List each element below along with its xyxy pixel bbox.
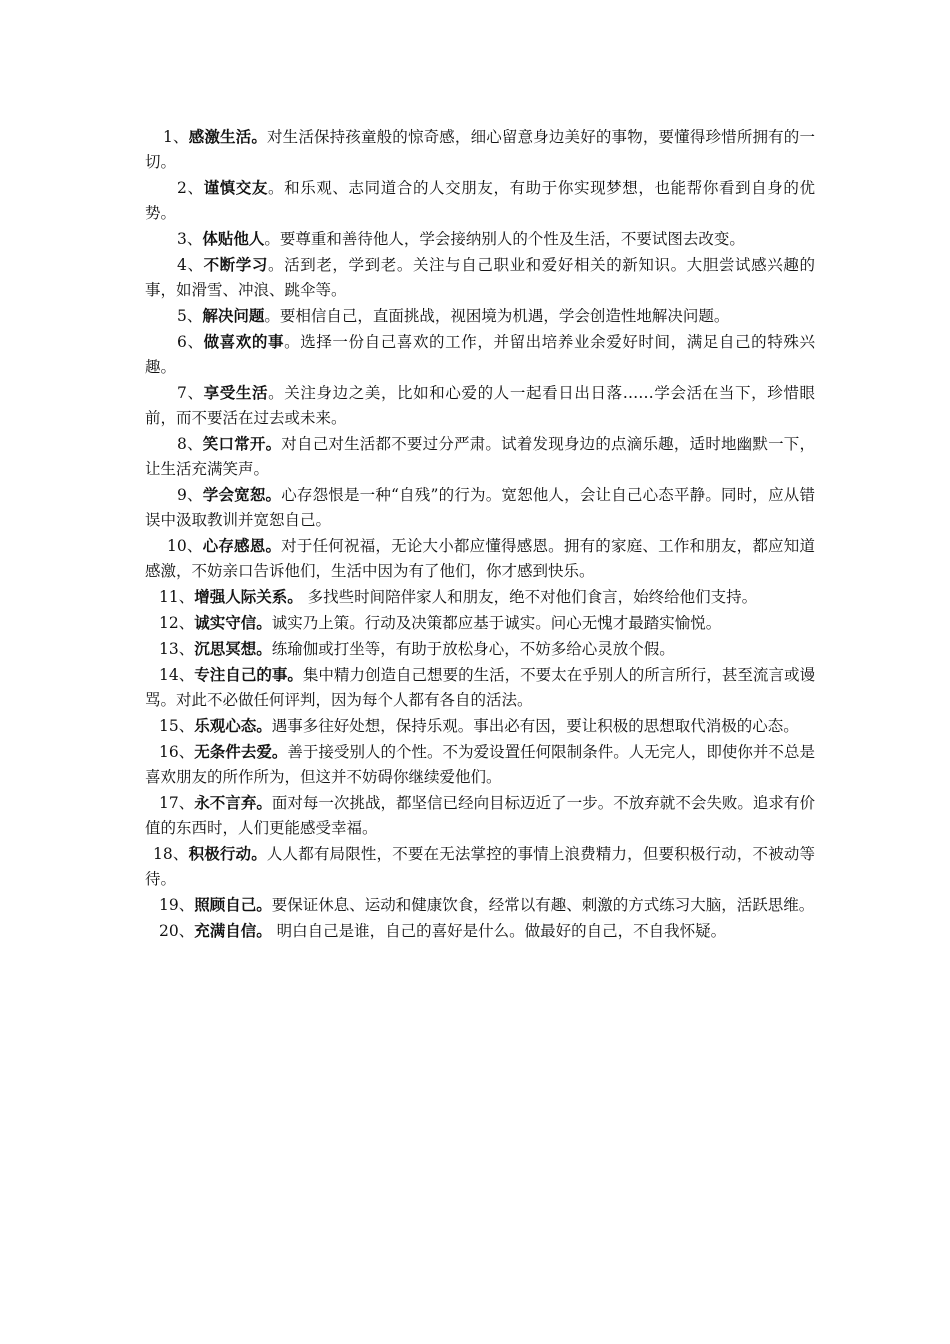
item-title: 无条件去爱。	[194, 742, 288, 761]
item-text: 明白自己是谁，自己的喜好是什么。做最好的自己，不自我怀疑。	[271, 922, 727, 940]
item-title: 做喜欢的事	[203, 332, 285, 351]
item-text: 。关注身边之美，比如和心爱的人一起看日出日落……学会活在当下，珍惜眼前，而不要活在过去或未来。	[145, 384, 815, 427]
item-text: 要保证休息、运动和健康饮食，经常以有趣、刺激的方式练习大脑，活跃思维。	[271, 896, 815, 914]
item-number: 3、	[177, 230, 203, 248]
list-item	[145, 533, 815, 584]
item-number: 8、	[177, 435, 203, 453]
item-title: 谨慎交友	[203, 178, 268, 197]
item-number: 19、	[159, 896, 195, 914]
item-text: 。要尊重和善待他人，学会接纳别人的个性及生活，不要试图去改变。	[264, 230, 745, 248]
item-title: 笑口常开。	[202, 434, 282, 453]
item-text: 。要相信自己，直面挑战，视困境为机遇，学会创造性地解决问题。	[264, 307, 730, 325]
item-text: 对生活保持孩童般的惊奇感，细心留意身边美好的事物，要懂得珍惜所拥有的一切。	[145, 128, 815, 171]
item-title: 积极行动。	[188, 844, 267, 863]
item-number: 10、	[167, 537, 203, 555]
document-body	[145, 124, 815, 944]
item-number: 12、	[159, 614, 195, 632]
list-item	[145, 252, 815, 303]
list-item	[145, 124, 815, 175]
item-text: 遇事多往好处想，保持乐观。事出必有因，要让积极的思想取代消极的心态。	[271, 717, 799, 735]
item-text: 诚实乃上策。行动及决策都应基于诚实。问心无愧才最踏实愉悦。	[271, 614, 722, 632]
list-item	[145, 918, 815, 944]
item-title: 享受生活	[203, 383, 269, 402]
item-number: 4、	[177, 256, 204, 274]
item-title: 诚实守信。	[194, 613, 272, 632]
item-number: 17、	[159, 794, 195, 812]
item-text: 对自己对生活都不要过分严肃。试着发现身边的点滴乐趣，适时地幽默一下，让生活充满笑声。	[145, 435, 815, 478]
item-text: 心存怨恨是一种“自残”的行为。宽恕他人，会让自己心态平静。同时，应从错误中汲取教训并宽恕自己。	[145, 486, 815, 529]
list-item	[145, 841, 815, 892]
item-title: 学会宽恕。	[202, 485, 282, 504]
item-text: 练瑜伽或打坐等，有助于放松身心，不妨多给心灵放个假。	[271, 640, 675, 658]
list-item	[145, 790, 815, 841]
item-text: 面对每一次挑战，都坚信已经向目标迈近了一步。不放弃就不会失败。追求有价值的东西时，人们更能感受幸福。	[145, 794, 815, 837]
item-text: 人人都有局限性，不要在无法掌控的事情上浪费精力，但要积极行动，不被动等待。	[145, 845, 815, 888]
item-title: 心存感恩。	[202, 536, 282, 555]
item-title: 乐观心态。	[194, 716, 272, 735]
item-title: 解决问题	[202, 306, 265, 325]
list-item	[145, 610, 815, 636]
list-item	[145, 739, 815, 790]
list-item	[145, 329, 815, 380]
list-item	[145, 636, 815, 662]
list-item	[145, 226, 815, 252]
item-text: 。活到老，学到老。关注与自己职业和爱好相关的新知识。大胆尝试感兴趣的事，如滑雪、冲浪、跳伞等。	[145, 256, 815, 299]
item-text: 对于任何祝福，无论大小都应懂得感恩。拥有的家庭、工作和朋友，都应知道感激，不妨亲口告诉他们，生活中因为有了他们，你才感到快乐。	[145, 537, 815, 580]
list-item	[145, 380, 815, 431]
list-item	[145, 662, 815, 713]
item-number: 5、	[177, 307, 203, 325]
item-number: 20、	[159, 922, 195, 940]
list-item	[145, 584, 815, 610]
list-item	[145, 431, 815, 482]
item-number: 7、	[177, 384, 204, 402]
item-number: 15、	[159, 717, 195, 735]
item-number: 16、	[159, 743, 195, 761]
list-item	[145, 303, 815, 329]
list-item	[145, 175, 815, 226]
list-item	[145, 713, 815, 739]
item-title: 体贴他人	[202, 229, 265, 248]
item-title: 充满自信。	[194, 921, 272, 940]
item-number: 14、	[159, 666, 195, 684]
item-number: 13、	[159, 640, 195, 658]
item-title: 专注自己的事。	[194, 665, 303, 684]
item-text: 多找些时间陪伴家人和朋友，绝不对他们食言，始终给他们支持。	[302, 588, 758, 606]
item-number: 2、	[177, 179, 204, 197]
item-title: 不断学习	[203, 255, 268, 274]
item-number: 1、	[163, 128, 189, 146]
item-title: 永不言弃。	[194, 793, 272, 812]
item-title: 沉思冥想。	[194, 639, 272, 658]
list-item	[145, 482, 815, 533]
item-number: 11、	[159, 588, 195, 606]
item-text: 。选择一份自己喜欢的工作，并留出培养业余爱好时间，满足自己的特殊兴趣。	[145, 333, 815, 376]
item-title: 增强人际关系。	[194, 587, 303, 606]
list-item	[145, 892, 815, 918]
item-text: 善于接受别人的个性。不为爱设置任何限制条件。人无完人，即使你并不总是喜欢朋友的所作所为，但这并不妨碍你继续爱他们。	[145, 743, 815, 786]
item-text: 集中精力创造自己想要的生活，不要太在乎别人的所言所行，甚至流言或谩骂。对此不必做任何评判，因为每个人都有各自的活法。	[145, 666, 815, 709]
item-number: 18、	[153, 845, 189, 863]
item-number: 6、	[177, 333, 204, 351]
item-title: 感激生活。	[188, 127, 267, 146]
item-text: 。和乐观、志同道合的人交朋友，有助于你实现梦想，也能帮你看到自身的优势。	[145, 179, 815, 222]
item-title: 照顾自己。	[194, 895, 272, 914]
item-number: 9、	[177, 486, 203, 504]
